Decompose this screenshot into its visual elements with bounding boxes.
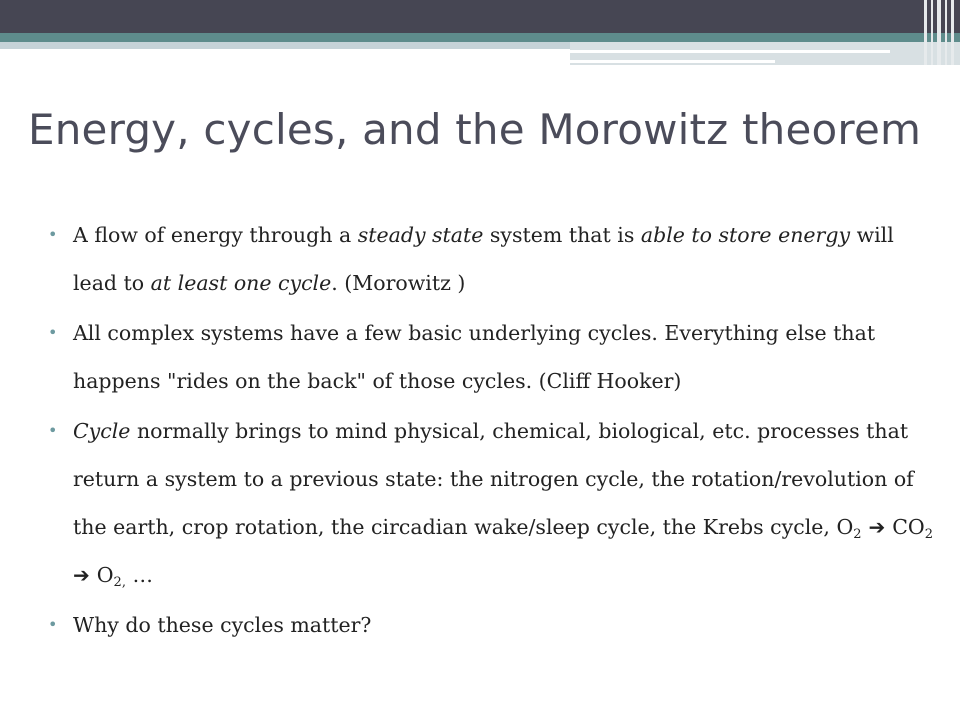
bullet-text-emphasis: steady state [357,223,484,247]
bullet-list [44,211,934,649]
bullet-text: normally brings to mind physical, chemical, biological, etc. processes that return a system to a previous state: the nitrogen cycle, the rotation/revolution of the earth, crop rotation, the circadian wake/sleep cycle, the Krebs cycle, [73,419,914,539]
subscript-text: 2 [924,527,933,542]
slide-title: Energy, cycles, and the Morowitz theorem [28,105,922,154]
bullet-item [44,309,934,405]
bullet-dot-icon: • [48,225,58,244]
bullet-text: . (Morowitz ) [331,271,466,295]
bullet-text: All complex systems have a few basic underlying cycles. Everything else that happens "rides on the back" of those cycles. (Cliff Hooker) [73,321,876,393]
header-accent-line [570,60,775,63]
bullet-dot-icon: • [48,323,58,342]
arrow-right-icon: ➔ [73,563,97,587]
bullet-text: system that is [483,223,641,247]
bullet-dot-icon: • [48,421,58,440]
bullet-dot-icon: • [48,615,58,634]
subscript-text: 2, [113,575,126,590]
bullet-text: O [836,515,854,539]
bullet-text: Why do these cycles matter? [73,613,372,637]
bullet-item [44,601,934,649]
header-accent-line [570,50,890,53]
bullet-text: A flow of energy through a [73,223,358,247]
header-light-band-left [0,42,570,49]
bullet-text: O [96,563,114,587]
bullet-text: will lead to [73,223,894,295]
bullet-text: CO [892,515,925,539]
bullet-item [44,407,934,599]
header-dark-band [0,0,960,33]
subscript-text: 2 [853,527,862,542]
bullet-text-emphasis: Cycle [73,419,131,443]
bullet-text-emphasis: able to store energy [640,223,851,247]
header-teal-band [0,33,960,42]
arrow-right-icon: ➔ [861,515,893,539]
bullet-item [44,211,934,307]
bullet-text-emphasis: at least one cycle [150,271,332,295]
bullet-text: … [125,563,153,587]
header-stripes [922,0,960,65]
